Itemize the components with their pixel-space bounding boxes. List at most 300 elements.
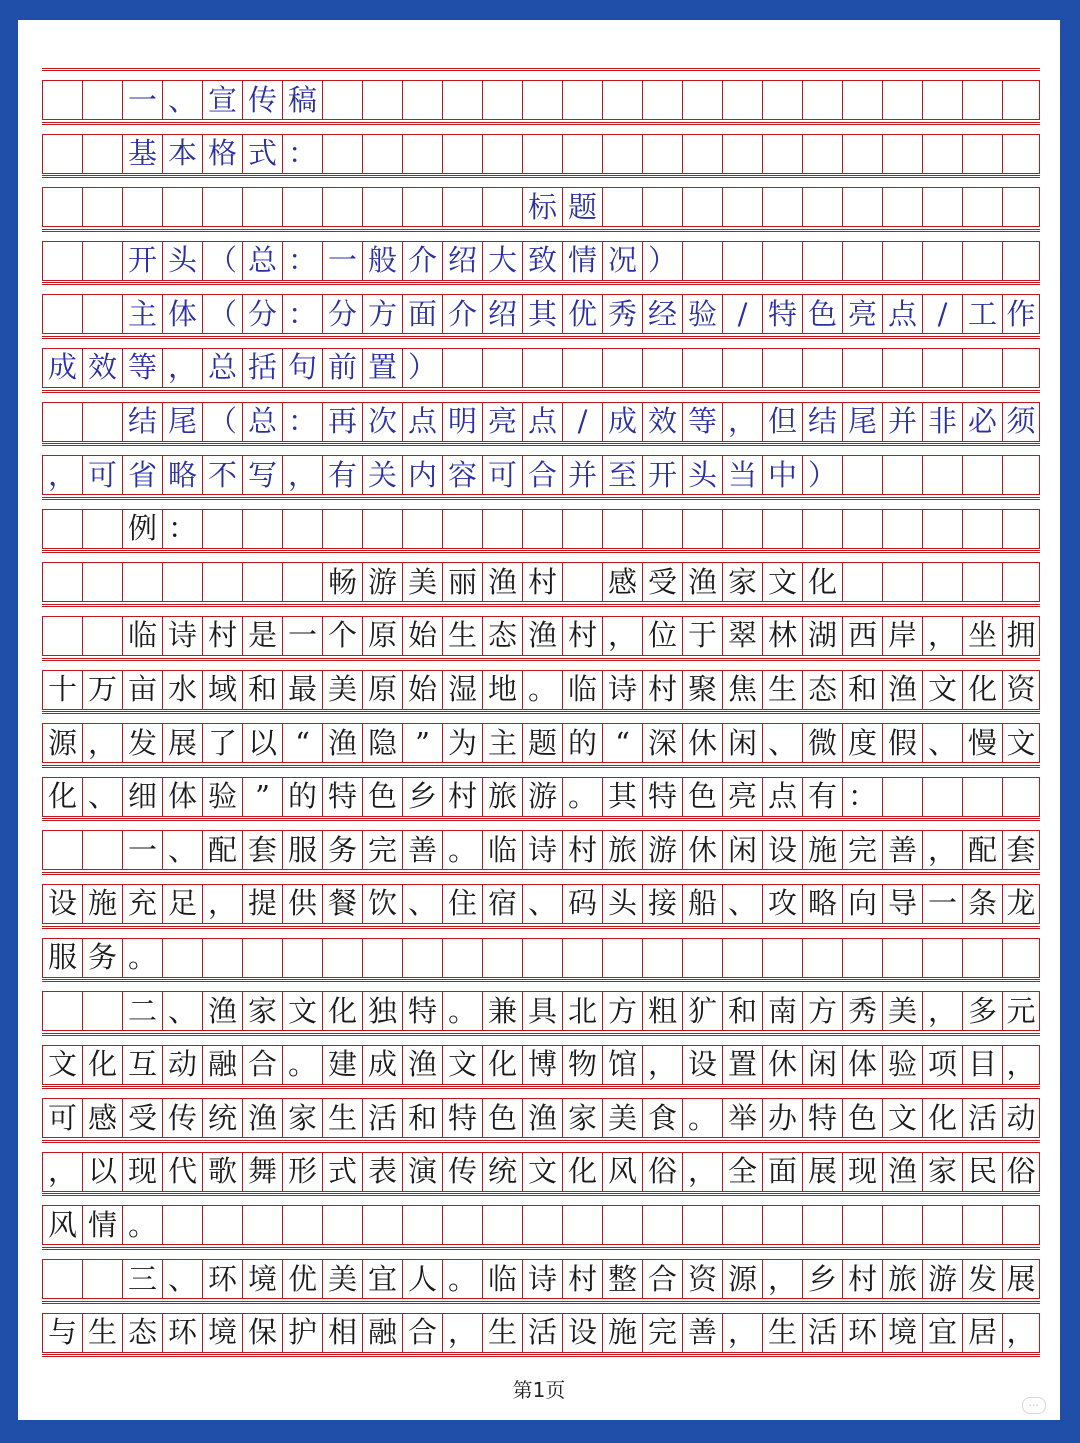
grid-cell: 点 [402,403,442,441]
grid-cell: 有 [802,778,842,816]
grid-cell: 善 [882,831,922,869]
grid-cell: ， [82,724,122,762]
grid-cell: ： [282,295,322,333]
grid-cell: 括 [242,349,282,387]
grid-cell: 关 [362,456,402,494]
grid-cell: 形 [282,1153,322,1191]
grid-cell: 化 [82,1046,122,1084]
grid-cell [682,510,722,548]
grid-cell: 态 [802,671,842,709]
grid-cell [1002,135,1040,173]
grid-cell [962,456,1002,494]
grid-cell: 至 [602,456,642,494]
grid-cell: 完 [642,1314,682,1352]
grid-cell: 开 [122,242,162,280]
grid-cell: 可 [482,456,522,494]
grid-cell: 演 [402,1153,442,1191]
grid-cell: 位 [642,617,682,655]
grid-cell: 二 [122,992,162,1030]
grid-cell: 现 [122,1153,162,1191]
grid-cell: 传 [442,1153,482,1191]
grid-cell [322,510,362,548]
grid-cell: 体 [162,295,202,333]
grid-cell: 善 [682,1314,722,1352]
grid-cell: 。 [122,939,162,977]
grid-cell [922,456,962,494]
grid-cell [322,81,362,119]
grid-cell: 明 [442,403,482,441]
grid-cell [722,242,762,280]
grid-cell: 文 [282,992,322,1030]
grid-cell: 翠 [722,617,762,655]
grid-cell: 结 [802,403,842,441]
grid-cell: 、 [82,778,122,816]
grid-cell: 渔 [882,1153,922,1191]
grid-cell: 、 [922,724,962,762]
grid-cell [682,135,722,173]
grid-row [42,1301,1040,1355]
grid-cell: 头 [682,456,722,494]
grid-cell: 办 [762,1099,802,1137]
grid-cell: 提 [242,885,282,923]
grid-cell: 、 [162,992,202,1030]
grid-cell: 渔 [202,992,242,1030]
grid-cell: 设 [762,831,802,869]
grid-cell [442,349,482,387]
grid-cell [442,939,482,977]
grid-cell: 、 [522,885,562,923]
grid-cell [602,510,642,548]
grid-cell: 渔 [882,671,922,709]
grid-row [42,604,1040,658]
grid-cell [962,939,1002,977]
grid-cell: 诗 [602,671,642,709]
grid-cell: 受 [642,563,682,601]
grid-cell: 主 [122,295,162,333]
grid-cell: 渔 [522,1099,562,1137]
grid-cell: 物 [562,1046,602,1084]
grid-cell [642,81,682,119]
grid-cell: 建 [322,1046,362,1084]
grid-cell: 接 [642,885,682,923]
grid-cell: 以 [242,724,282,762]
grid-cell: 和 [402,1099,442,1137]
grid-cell: 但 [762,403,802,441]
grid-cell: 具 [522,992,562,1030]
grid-cell: ， [1002,1314,1040,1352]
grid-cell: 点 [522,403,562,441]
grid-cell: 活 [802,1314,842,1352]
grid-cell: 总 [202,349,242,387]
grid-cell [522,939,562,977]
grid-cell: 生 [482,1314,522,1352]
grid-cell [162,939,202,977]
grid-cell: 和 [722,992,762,1030]
grid-cell: 渔 [322,724,362,762]
grid-bottom-rule [42,1354,1040,1357]
grid-cell: 介 [442,295,482,333]
grid-cell: “ [602,724,642,762]
grid-cell [402,135,442,173]
grid-cell [322,1206,362,1244]
grid-cell: 稿 [282,81,322,119]
grid-cell: 饮 [362,885,402,923]
grid-cell: 文 [762,563,802,601]
grid-cell: 家 [922,1153,962,1191]
grid-cell: 攻 [762,885,802,923]
grid-cell: 可 [82,456,122,494]
grid-cell: 乡 [402,778,442,816]
grid-cell [922,242,962,280]
grid-cell: 。 [442,1260,482,1298]
grid-cell: 导 [882,885,922,923]
grid-cell [802,135,842,173]
grid-cell: 等 [682,403,722,441]
grid-cell: 北 [562,992,602,1030]
grid-cell [962,242,1002,280]
grid-cell: 是 [242,617,282,655]
grid-cell: 村 [842,1260,882,1298]
grid-cell: 置 [362,349,402,387]
grid-cell: 慢 [962,724,1002,762]
grid-cell: 总 [242,242,282,280]
grid-cell: 题 [522,724,562,762]
grid-cell: 。 [442,992,482,1030]
grid-cell [322,135,362,173]
grid-cell [842,939,882,977]
grid-cell: 发 [962,1260,1002,1298]
grid-cell: 渔 [682,563,722,601]
grid-cell: 特 [642,778,682,816]
grid-cell: 文 [442,1046,482,1084]
grid-cell [642,349,682,387]
grid-cell [922,1206,962,1244]
grid-cell: 独 [362,992,402,1030]
grid-cell: 文 [922,671,962,709]
grid-cell [42,992,82,1030]
grid-row [42,390,1040,444]
grid-cell [82,81,122,119]
grid-cell: 作 [1002,295,1040,333]
grid-cell: 舞 [242,1153,282,1191]
grid-cell [762,510,802,548]
grid-cell: 写 [242,456,282,494]
grid-cell: 和 [242,671,282,709]
grid-cell [282,563,322,601]
grid-cell: 一 [122,831,162,869]
grid-cell [842,1206,882,1244]
grid-cell: 合 [242,1046,282,1084]
grid-cell [602,188,642,226]
grid-cell [82,295,122,333]
grid-cell: 境 [202,1314,242,1352]
grid-cell: 非 [922,403,962,441]
grid-cell [442,135,482,173]
grid-cell [82,403,122,441]
grid-cell: 色 [682,778,722,816]
grid-cell [762,188,802,226]
grid-cell: 游 [922,1260,962,1298]
grid-cell: 家 [722,563,762,601]
grid-cell: 亮 [482,403,522,441]
grid-cell: 度 [842,724,882,762]
grid-cell: 设 [42,885,82,923]
grid-row [42,1033,1040,1087]
grid-cell: 源 [722,1260,762,1298]
grid-cell: 其 [602,778,642,816]
grid-cell [162,563,202,601]
grid-cell: 全 [722,1153,762,1191]
grid-cell [682,188,722,226]
grid-cell: 风 [602,1153,642,1191]
grid-cell [722,1206,762,1244]
grid-cell: ， [642,1046,682,1084]
grid-cell: 家 [282,1099,322,1137]
grid-cell: 活 [362,1099,402,1137]
grid-cell [602,135,642,173]
grid-cell: 村 [442,778,482,816]
grid-cell: 施 [602,1314,642,1352]
grid-cell [722,188,762,226]
grid-cell: 成 [362,1046,402,1084]
grid-cell: 家 [562,1099,602,1137]
grid-cell [882,349,922,387]
grid-cell: 焦 [722,671,762,709]
grid-cell: 亮 [722,778,762,816]
grid-cell: 水 [162,671,202,709]
grid-cell [82,563,122,601]
grid-cell: 不 [202,456,242,494]
grid-cell [522,81,562,119]
grid-cell [962,510,1002,548]
grid-cell [202,1206,242,1244]
grid-cell [882,778,922,816]
grid-cell: 一 [922,885,962,923]
grid-cell: 临 [122,617,162,655]
grid-cell: 感 [82,1099,122,1137]
grid-cell: / [562,403,602,441]
grid-cell: ， [1002,1046,1040,1084]
grid-cell: 、 [162,1260,202,1298]
grid-cell [242,563,282,601]
grid-cell: 休 [762,1046,802,1084]
grid-row [42,926,1040,980]
grid-cell: 基 [122,135,162,173]
grid-cell [602,349,642,387]
grid-cell [802,510,842,548]
grid-cell: 色 [842,1099,882,1137]
grid-cell: 馆 [602,1046,642,1084]
grid-cell: 现 [842,1153,882,1191]
grid-cell: 本 [162,135,202,173]
grid-cell: 当 [722,456,762,494]
grid-cell: 体 [842,1046,882,1084]
grid-cell: 再 [322,403,362,441]
grid-cell [722,510,762,548]
grid-cell [1002,456,1040,494]
grid-cell [442,188,482,226]
grid-cell [42,617,82,655]
grid-cell [642,510,682,548]
grid-cell: ： [162,510,202,548]
grid-cell: 相 [322,1314,362,1352]
grid-cell: 村 [562,831,602,869]
grid-cell [842,188,882,226]
grid-cell: 其 [522,295,562,333]
grid-cell: 宜 [362,1260,402,1298]
grid-cell: 美 [322,671,362,709]
grid-cell [762,135,802,173]
grid-cell: 丽 [442,563,482,601]
grid-cell: 化 [42,778,82,816]
grid-cell: 前 [322,349,362,387]
grid-cell [42,510,82,548]
grid-cell [962,563,1002,601]
grid-row [42,658,1040,712]
grid-cell: 统 [482,1153,522,1191]
grid-cell: 美 [882,992,922,1030]
grid-cell: 秀 [842,992,882,1030]
grid-row [42,336,1040,390]
grid-cell [922,135,962,173]
grid-cell: ， [922,831,962,869]
grid-cell [482,135,522,173]
grid-cell: 了 [202,724,242,762]
grid-cell [522,349,562,387]
grid-cell: 湖 [802,617,842,655]
grid-cell [922,563,962,601]
grid-cell [1002,563,1040,601]
grid-cell [82,831,122,869]
grid-cell: 闲 [802,1046,842,1084]
grid-cell: 与 [42,1314,82,1352]
grid-cell: 村 [562,1260,602,1298]
grid-cell [362,188,402,226]
grid-cell [482,188,522,226]
grid-cell: 秀 [602,295,642,333]
grid-cell: 设 [682,1046,722,1084]
grid-cell: 生 [762,671,802,709]
grid-cell [762,242,802,280]
grid-cell [802,1206,842,1244]
grid-cell: 、 [762,724,802,762]
grid-cell [122,188,162,226]
grid-cell [482,510,522,548]
grid-cell: 乡 [802,1260,842,1298]
grid-cell: ” [242,778,282,816]
grid-cell: 致 [522,242,562,280]
grid-cell: 船 [682,885,722,923]
grid-cell: 。 [442,831,482,869]
grid-cell: 色 [802,295,842,333]
grid-cell: 歌 [202,1153,242,1191]
grid-cell: 坐 [962,617,1002,655]
grid-cell [82,1260,122,1298]
grid-cell: 融 [362,1314,402,1352]
grid-cell [1002,778,1040,816]
grid-cell [82,188,122,226]
grid-cell: 湿 [442,671,482,709]
grid-cell: 目 [962,1046,1002,1084]
grid-cell [322,939,362,977]
grid-cell: （ [202,242,242,280]
grid-cell: 文 [522,1153,562,1191]
grid-row [42,872,1040,926]
grid-cell [402,939,442,977]
grid-cell [602,939,642,977]
grid-cell: “ [282,724,322,762]
grid-cell: 优 [282,1260,322,1298]
grid-cell: 的 [562,724,602,762]
grid-cell [522,510,562,548]
grid-cell: ， [42,456,82,494]
grid-cell: 旅 [602,831,642,869]
grid-cell: 套 [1002,831,1040,869]
grid-cell: 宣 [202,81,242,119]
grid-cell: 龙 [1002,885,1040,923]
grid-cell: 域 [202,671,242,709]
grid-cell: 美 [602,1099,642,1137]
grid-cell [42,831,82,869]
grid-cell: 并 [882,403,922,441]
grid-cell: 特 [442,1099,482,1137]
grid-cell [882,456,922,494]
grid-cell [842,81,882,119]
grid-cell: 元 [1002,992,1040,1030]
grid-cell: 、 [162,81,202,119]
grid-cell [1002,510,1040,548]
grid-cell: 保 [242,1314,282,1352]
grid-cell: 绍 [442,242,482,280]
grid-cell [802,188,842,226]
grid-cell: ， [202,885,242,923]
grid-cell [882,510,922,548]
grid-row [42,68,1040,122]
grid-cell: 环 [202,1260,242,1298]
grid-cell: 工 [962,295,1002,333]
grid-cell [42,295,82,333]
grid-cell: 整 [602,1260,642,1298]
grid-cell [682,1206,722,1244]
grid-cell [722,939,762,977]
grid-cell: 成 [42,349,82,387]
grid-cell: 十 [42,671,82,709]
grid-row [42,175,1040,229]
grid-cell: 俗 [642,1153,682,1191]
grid-cell: 深 [642,724,682,762]
grid-cell: 特 [402,992,442,1030]
grid-cell [922,81,962,119]
grid-cell [482,81,522,119]
grid-cell: 诗 [522,1260,562,1298]
grid-cell: 原 [362,671,402,709]
grid-cell: 服 [282,831,322,869]
grid-cell: 资 [682,1260,722,1298]
grid-cell: 动 [1002,1099,1040,1137]
grid-cell: 化 [562,1153,602,1191]
grid-cell [962,188,1002,226]
grid-row [42,979,1040,1033]
grid-cell: 兼 [482,992,522,1030]
grid-cell [882,81,922,119]
grid-cell: 方 [362,295,402,333]
grid-cell: 旅 [482,778,522,816]
grid-cell [762,81,802,119]
grid-cell: 略 [802,885,842,923]
grid-cell: 况 [602,242,642,280]
grid-cell: 美 [402,563,442,601]
grid-cell [202,939,242,977]
